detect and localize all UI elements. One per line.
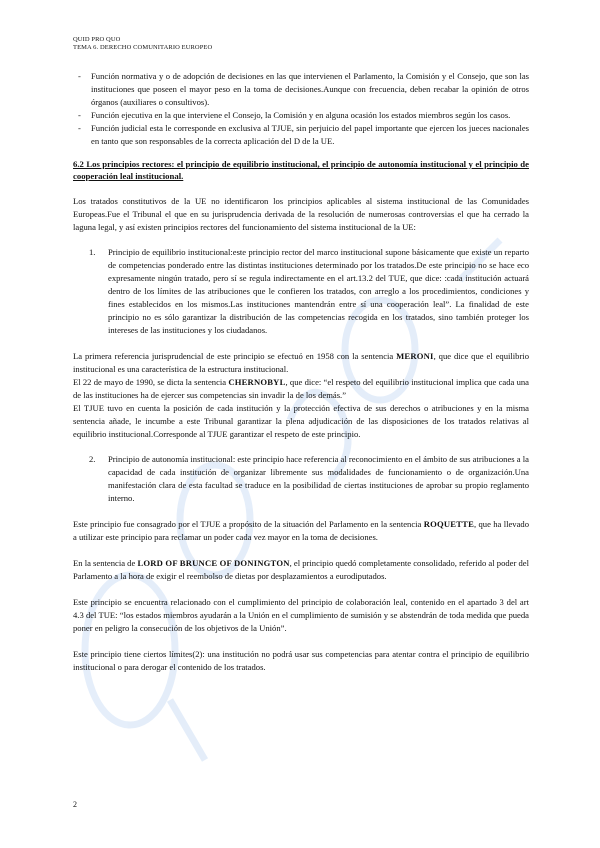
case-name: LORD OF BRUNCE OF DONINGTON — [137, 558, 290, 568]
chernobyl-paragraph: El 22 de mayo de 1990, se dicta la sentencia CHERNOBYL, que dice: “el respeto del equilibrio institucional implica que cada una de las instituciones ha de ejercer sus competencias sin invadir la de los demás.” — [73, 377, 529, 400]
roquette-paragraph: Este principio fue consagrado por el TJUE a propósito de la situación del Parlamento en la sentencia ROQUETTE, que ha llevado a utilizar este principio para reclamar un poder cada vez mayor en la toma de decisiones. — [73, 519, 529, 542]
section-title: 6.2 Los principios rectores: el principio de equilibrio institucional, el principio de autonomía institucional y el principio de cooperación leal institucional. — [73, 159, 529, 181]
cooperation-paragraph: Este principio se encuentra relacionado con el cumplimiento del principio de colaboración leal, contenido en el apartado 3 del art 4.3 del TUE: “los estados miembros ayudarán a la Unión en el cumplimiento de sumisión y se abstendrán de toda medida que pueda poner en peligro la consecución de los objetivos de la Unión”. — [73, 597, 529, 633]
list-item: - Función ejecutiva en la que interviene el Consejo, la Comisión y en alguna ocasión los estados miembros según los casos. — [78, 110, 511, 120]
item-number: 1. — [89, 247, 96, 257]
header-title: QUID PRO QUO — [73, 36, 121, 43]
principle-autonomy — [73, 453, 529, 505]
header-subtitle: TEMA 6. DERECHO COMUNITARIO EUROPEO — [73, 44, 213, 51]
document-body — [73, 70, 529, 674]
limits-paragraph: Este principio tiene ciertos límites(2): una institución no podrá usar sus competencias para atentar contra el principio de equilibrio institucional o para derogar el contenido de los tratados. — [73, 649, 529, 672]
item-text: Principio de autonomía institucional: este principio hace referencia al reconocimiento en el ámbito de sus atribuciones a la capacidad de cada institución de organizar libremente sus modalidades de funcionamiento o de organización.Una manifestación clara de esta facultad se traduce en la posibilidad de ciertas instituciones de aprobar su propio reglamento interno. — [108, 454, 529, 503]
page-header — [73, 36, 212, 52]
tjue-paragraph: El TJUE tuvo en cuenta la posición de cada institución y la protección efectiva de sus derechos o atribuciones y en la misma sentencia añade, le incumbe a este Tribunal garantizar la plena adjudicación de las disposiciones de los tratados relativas al equilibrio institucional.Corresponde al TJUE garantizar el respeto de este principio. — [73, 403, 529, 439]
page-number: 2 — [73, 800, 77, 809]
lord-paragraph: En la sentencia de LORD OF BRUNCE OF DONINGTON, el principio quedó completamente consolidado, referido al poder del Parlamento a la hora de exigir el reembolso de dietas por desplazamientos a eurodiputados. — [73, 558, 529, 581]
case-name: CHERNOBYL — [228, 377, 286, 387]
item-text: Principio de equilibrio institucional:este principio rector del marco institucional supone básicamente que existe un reparto de competencias ponderado entre las distintas instituciones determinado por los tratados.De este principio no se hace eco expresamente ningún tratado, pero sí se regula indirectamente en el art.13.2 del TUE, que dice: :cada institución actuará dentro de los límites de las atribuciones que le confieren los tratados, con arreglo a los procedimientos, condiciones y fines establecidos en los mismos.Las instituciones mantendrán entre sí una cooperación leal”. La finalidad de este principio no es sólo garantizar la distribución de las competencias recogida en los tratados, sino también proteger los intereses de las instituciones y los ciudadanos. — [108, 247, 529, 335]
case-name: ROQUETTE — [423, 519, 475, 529]
functions-list — [73, 70, 529, 148]
meroni-paragraph: La primera referencia jurisprudencial de este principio se efectuó en 1958 con la sentencia MERONI, que dice que el equilibrio institucional es una característica de la estructura institucional. — [73, 351, 529, 374]
list-item: - Función judicial esta le corresponde en exclusiva al TJUE, sin perjuicio del papel importante que ejercen los jueces nacionales en tanto que son responsables de la correcta aplicación del D de la UE. — [78, 123, 529, 146]
case-name: MERONI — [396, 351, 434, 361]
principle-equilibrium — [73, 246, 529, 337]
item-number: 2. — [89, 454, 96, 464]
list-item: - Función normativa y o de adopción de decisiones en las que intervienen el Parlamento, la Comisión y el Consejo, que son las instituciones que poseen el mayor peso en la toma de decisiones.Aunque con frecuencia, deben recabar la opinión de otros órganos (auxiliares o consultivos). — [78, 71, 529, 107]
intro-paragraph: Los tratados constitutivos de la UE no identificaron los principios aplicables al sistema institucional de las Comunidades Europeas.Fue el Tribunal el que en su jurisprudencia derivada de la resolución de numerosas controversias el que ha cerrado la laguna legal, y así existen principios rectores del funcionamiento del sistema institucional de la UE: — [73, 196, 529, 232]
